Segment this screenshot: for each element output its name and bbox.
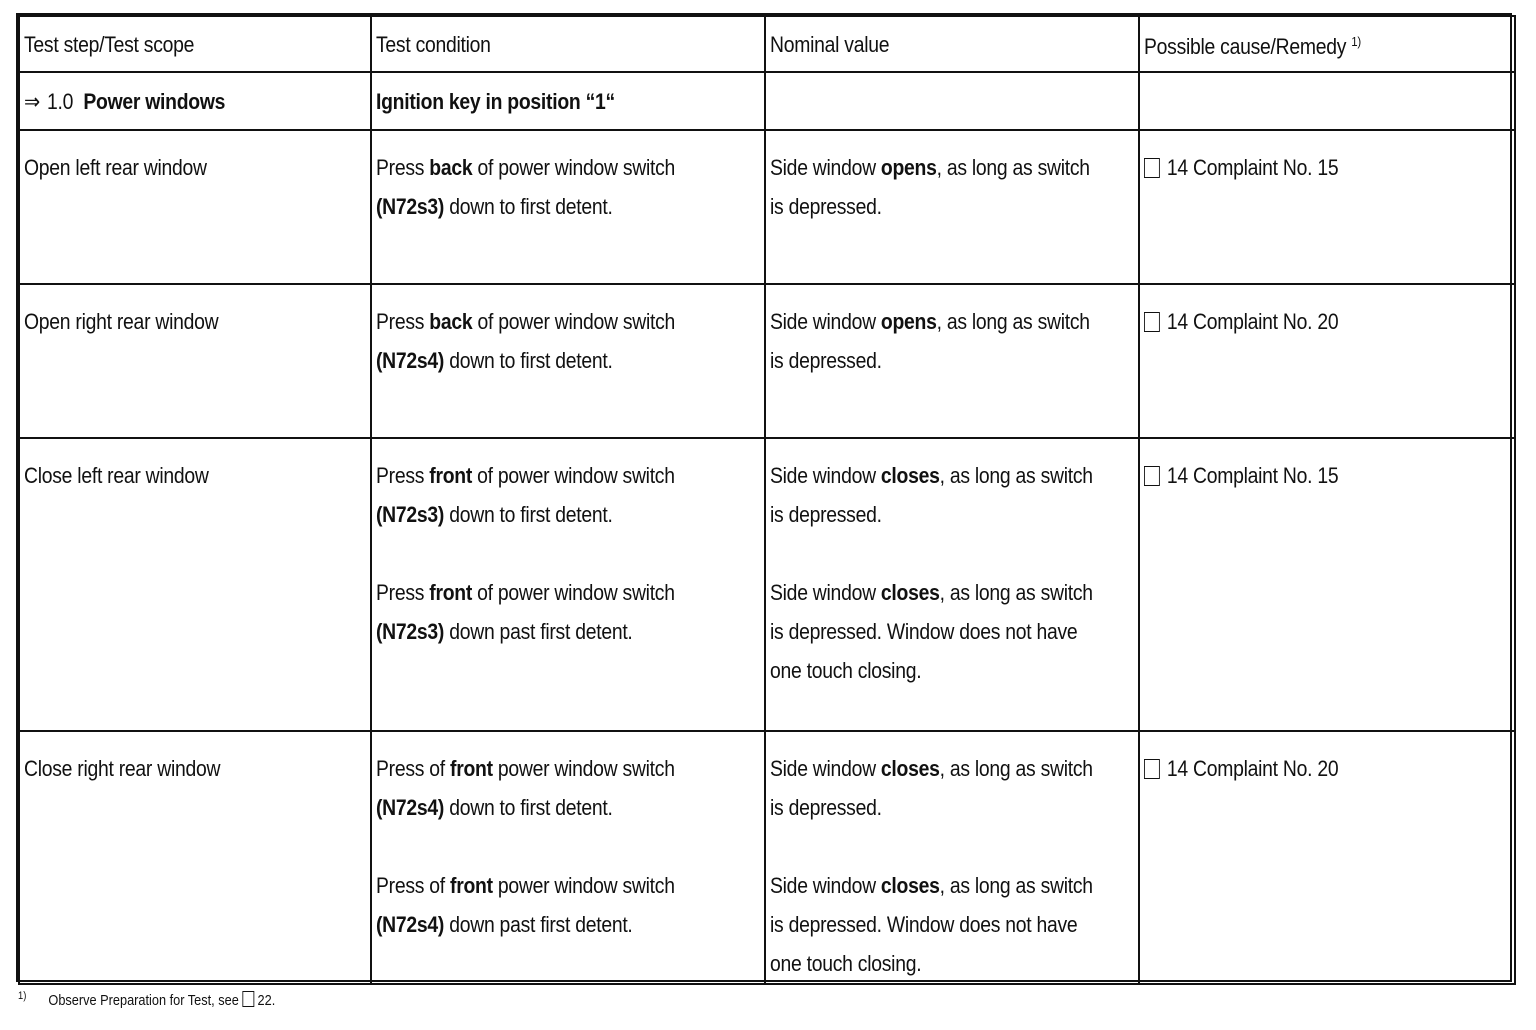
remedy-reference: 14 Complaint No. 15 [1166,155,1339,180]
nominal-line: Side window closes, as long as switch [770,873,1093,898]
nominal-line: Side window closes, as long as switch [770,463,1093,488]
nominal-line: is depressed. Window does not have [770,912,1078,937]
test-condition-cell [371,438,765,731]
page-ref-box-icon [1144,759,1160,779]
condition-paragraph [376,456,761,534]
nominal-value-cell [765,731,1139,984]
test-step-cell [19,438,371,731]
component-code: (N72s3) [376,619,445,644]
condition-line: Press back of power window switch [376,309,676,334]
section-empty-cell [1139,72,1515,130]
section-condition-cell [371,72,765,130]
nominal-line: one touch closing. [770,658,922,683]
remedy-cell [1139,438,1515,731]
test-table [18,15,1516,985]
table-row [19,284,1515,438]
component-code: (N72s4) [376,795,445,820]
nominal-line: Side window closes, as long as switch [770,756,1093,781]
nominal-line: is depressed. [770,795,882,820]
nominal-paragraph [770,302,1135,380]
condition-paragraph [376,573,761,651]
remedy-reference: 14 Complaint No. 20 [1166,756,1339,781]
page-ref-box-icon [1144,158,1160,178]
condition-paragraph [376,148,761,226]
condition-line: (N72s3) down past first detent. [376,619,633,644]
footnote-marker: 1) [1351,34,1361,49]
nominal-paragraph [770,148,1135,226]
table-row [19,130,1515,284]
page-ref-box-icon [1144,466,1160,486]
condition-line: (N72s3) down to first detent. [376,194,613,219]
condition-line: Press front of power window switch [376,463,675,488]
component-code: (N72s3) [376,194,445,219]
remedy-reference: 14 Complaint No. 20 [1166,309,1339,334]
page-ref-box-icon [242,991,254,1007]
section-title-cell [19,72,371,130]
nominal-paragraph [770,749,1135,827]
nominal-line: Side window opens, as long as switch [770,155,1090,180]
remedy-reference: 14 Complaint No. 15 [1166,463,1339,488]
nominal-line: one touch closing. [770,951,922,976]
nominal-value-cell [765,284,1139,438]
test-step-cell [19,130,371,284]
condition-line: Press of front power window switch [376,756,675,781]
condition-line: Press back of power window switch [376,155,676,180]
section-row [19,72,1515,130]
paragraph-gap [770,827,1134,866]
footnote-ref: 22. [257,992,276,1009]
footnote-mark: 1) [18,990,27,1002]
remedy-cell [1139,284,1515,438]
page-ref-box-icon [1144,312,1160,332]
nominal-value-cell [765,130,1139,284]
component-code: (N72s4) [376,348,445,373]
nominal-paragraph [770,866,1135,983]
header-row [19,16,1515,72]
nominal-line: is depressed. Window does not have [770,619,1078,644]
condition-line: (N72s4) down to first detent. [376,348,613,373]
section-title: Power windows [83,88,226,114]
remedy-cell [1139,130,1515,284]
footnote-text: Observe Preparation for Test, see [48,992,239,1009]
test-step: Close left rear window [24,463,209,488]
test-condition-cell [371,130,765,284]
condition-paragraph [376,302,761,380]
nominal-value-cell [765,438,1139,731]
test-condition-cell [371,731,765,984]
section-condition: Ignition key in position “1“ [376,88,615,114]
component-code: (N72s4) [376,912,445,937]
condition-paragraph [376,749,761,827]
remedy-cell [1139,731,1515,984]
nominal-line: Side window opens, as long as switch [770,309,1090,334]
paragraph-gap [376,827,760,866]
table-row [19,731,1515,984]
condition-paragraph [376,866,761,944]
table-row [19,438,1515,731]
nominal-line: is depressed. [770,194,882,219]
test-step-cell [19,731,371,984]
condition-line: Press front of power window switch [376,580,675,605]
condition-line: (N72s4) down to first detent. [376,795,613,820]
nominal-paragraph [770,456,1135,534]
condition-line: (N72s3) down to first detent. [376,502,613,527]
header-test-step: Test step/Test scope [19,16,371,72]
component-code: (N72s3) [376,502,445,527]
nominal-line: Side window closes, as long as switch [770,580,1093,605]
condition-line: (N72s4) down past first detent. [376,912,633,937]
header-possible-cause: Possible cause/Remedy $^{1)}$ [1139,16,1515,72]
test-condition-cell [371,284,765,438]
section-empty-cell [765,72,1139,130]
section-number: 1.0 [47,88,74,114]
test-table-sheet [16,13,1512,982]
test-step: Close right rear window [24,756,221,781]
nominal-line: is depressed. [770,348,882,373]
paragraph-gap [770,534,1134,573]
paragraph-gap [376,534,760,573]
test-step: Open left rear window [24,155,207,180]
header-nominal-value: Nominal value [765,16,1139,72]
nominal-paragraph [770,573,1135,690]
footnote [18,986,275,1011]
header-test-condition: Test condition [371,16,765,72]
test-step-cell [19,284,371,438]
condition-line: Press of front power window switch [376,873,675,898]
nominal-line: is depressed. [770,502,882,527]
arrow-icon: ⇒ [24,88,40,114]
test-step: Open right rear window [24,309,219,334]
